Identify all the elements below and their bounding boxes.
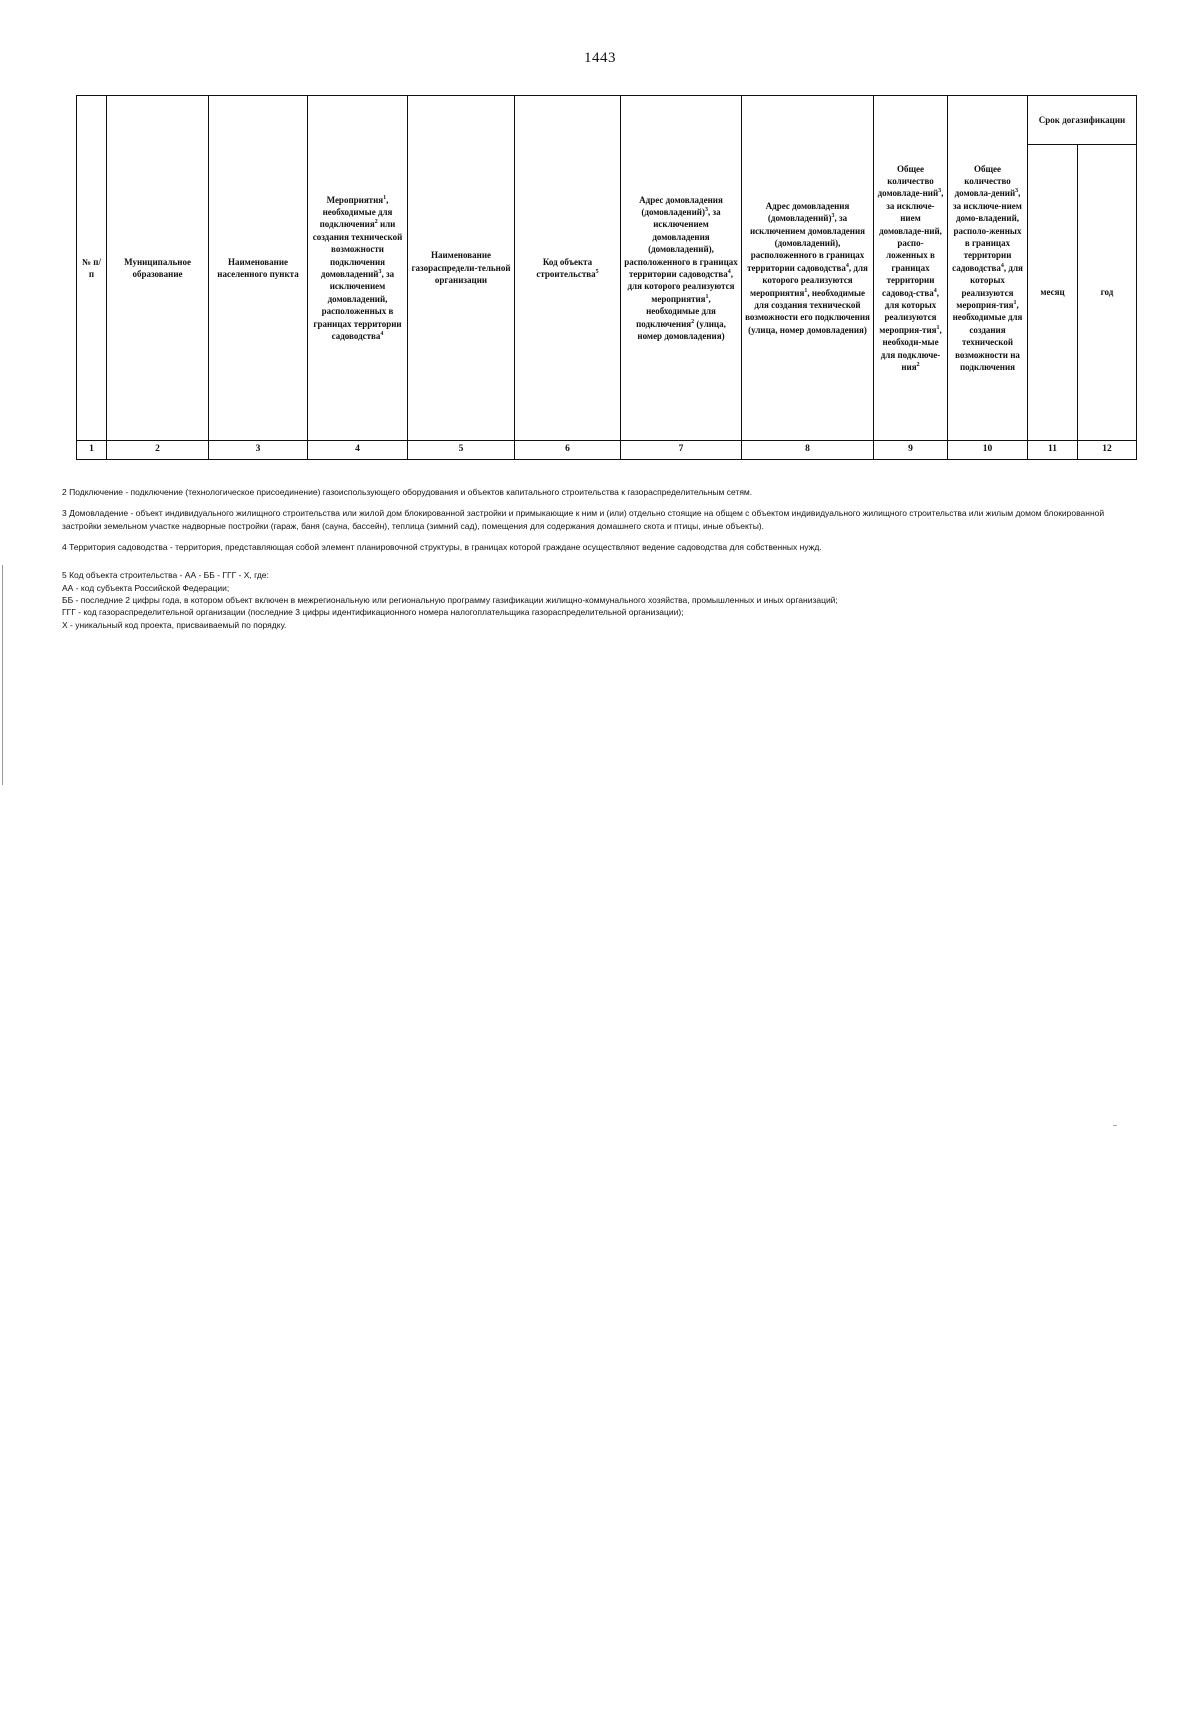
footnote-code-bb: ББ - последние 2 цифры года, в котором объект включен в межрегиональную или региональную программу газификации жилищно-коммунального хозяйства, промышленных и иных организаций; [62, 594, 838, 605]
scan-edge-line [2, 565, 3, 785]
footnote-household: 3 Домовладение - объект индивидуального жилищного строительства или жилой дом блокированной застройки и примыкающие к ним и (или) отдельно стоящие на общем с объектом индивидуального жилищного строительства или жилым домом блокированной застройки земельном участке надворные постройки (гараж, баня (сауна, бассейн), теплица (зимний сад), помещения для содержания домашнего скота и птицы, иные объекты). [62, 508, 1105, 531]
column-number: 7 [621, 441, 742, 460]
footnote-code-ggg: ГГГ - код газораспределительной организации (последние 3 цифры идентификационного номера налогоплательщика газораспределительной организации); [62, 607, 684, 618]
column-number: 9 [874, 441, 948, 460]
header-cell-gas-organization: Наименование газораспредели-тельной организации [408, 96, 515, 441]
header-cell-address-connection: Адрес домовладения (домовладений)$^3$, за исключением домовладения (домовладений), расположенного в границах территории садоводства$^4$, для которого реализуются мероприятия$^1$, необходимые для подключения$^2$ (улица, номер домовладения) [621, 96, 742, 441]
header-cell-municipality: Муниципальное образование [107, 96, 209, 441]
header-cell-object-code: Код объекта строительства$^5$ [515, 96, 621, 441]
column-number: 10 [948, 441, 1028, 460]
header-cell-settlement: Наименование населенного пункта [209, 96, 308, 441]
column-number: 8 [742, 441, 874, 460]
header-cell-month: месяц [1028, 145, 1078, 441]
column-number: 11 [1028, 441, 1078, 460]
footnote-code-x: Х - уникальный код проекта, присваиваемый по порядку. [62, 619, 287, 630]
column-number: 4 [308, 441, 408, 460]
header-cell-gasification-term: Срок догазификации [1028, 96, 1137, 145]
footnote-code-title: 5 Код объекта строительства - АА - ББ - ГГГ - Х, где: [62, 570, 269, 581]
header-cell-count-capability: Общее количество домовла-дений$^3$, за исключе-нием домо-владений, располо-женных в границах территории садоводства$^4$, для которых реализуются мероприя-тия$^1$, необходимые для создания технической возможности на подключения [948, 96, 1028, 441]
footnote-connection: 2 Подключение - подключение (технологическое присоединение) газоиспользующего оборудования и объектов капитального строительства к газораспределительным сетям. [62, 487, 753, 497]
header-cell-measures: Мероприятия$^1$, необходимые для подключения$^2$ или создания технической возможности подключения домовладений$^3$, за исключением домовладений, расположенных в границах территории садоводства$^4$ [308, 96, 408, 441]
gasification-table [76, 95, 1137, 460]
column-number: 12 [1078, 441, 1137, 460]
column-number: 2 [107, 441, 209, 460]
footnote-code-aa: АА - код субъекта Российской Федерации; [62, 582, 230, 593]
column-numbers-row [77, 441, 1137, 460]
column-number: 3 [209, 441, 308, 460]
page-number: 1443 [584, 50, 616, 66]
header-cell-address-capability: Адрес домовладения (домовладений)$^3$, за исключением домовладения (домовладений), расположенного в границах территории садоводства$^4$, для которого реализуются мероприятия$^1$, необходимые для создания технической возможности его подключения (улица, номер домовладения) [742, 96, 874, 441]
footnotes [62, 486, 1142, 631]
header-cell-number: № п/п [77, 96, 107, 441]
header-cell-count-connection: Общее количество домовладе-ний$^3$, за исключе-нием домовладе-ний, распо-ложенных в границах территории садовод-ства$^4$, для которых реализуются мероприя-тия$^1$, необходи-мые для подключе-ния$^2$ [874, 96, 948, 441]
header-cell-year: год [1078, 145, 1137, 441]
footnote-gardening-territory: 4 Территория садоводства - территория, представляющая собой элемент планировочной структуры, в границах которой граждане осуществляют ведение садоводства для собственных нужд. [62, 541, 822, 552]
column-number: 6 [515, 441, 621, 460]
column-number: 5 [408, 441, 515, 460]
scan-artifact [1113, 1125, 1117, 1126]
column-number: 1 [77, 441, 107, 460]
